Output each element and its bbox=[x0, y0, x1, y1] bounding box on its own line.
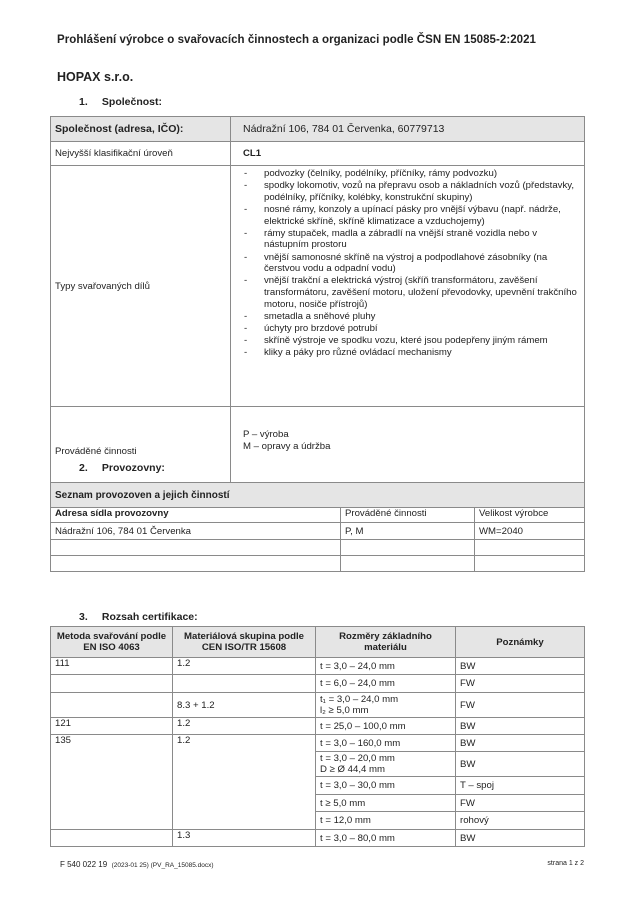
section3-heading bbox=[79, 611, 198, 623]
note-cell: FW bbox=[456, 693, 585, 718]
page-number: strana 1 z 2 bbox=[547, 860, 584, 867]
note-cell: BW bbox=[456, 735, 585, 752]
premises-table bbox=[50, 482, 585, 572]
list-item: - vnější trakční a elektrická výstroj (skříň transformátoru, zavěšení transformátoru, zavěšení motoru, uložení převodovky, upevnění trakčního motoru, nosiče přístrojů) bbox=[241, 275, 580, 310]
list-item: - nosné rámy, konzoly a upínací pásky pro vnější výbavu (např. nádrže, elektrické skříně, skříně klimatizace a vzduchojemy) bbox=[241, 204, 580, 227]
method-cell bbox=[51, 795, 173, 812]
section3-number: 3. bbox=[79, 611, 88, 623]
method-cell bbox=[51, 812, 173, 830]
dims-cell: t = 3,0 – 160,0 mm bbox=[316, 735, 456, 752]
part-types-label: Typy svařovaných dílů bbox=[51, 166, 231, 407]
note-cell: BW bbox=[456, 830, 585, 847]
method-cell bbox=[51, 693, 173, 718]
part-types-cell bbox=[231, 166, 585, 407]
section2-heading bbox=[79, 462, 165, 474]
list-item: - skříně výstroje ve spodku vozu, které jsou podepřeny jiným rámem bbox=[241, 335, 580, 347]
dims-cell: t = 3,0 – 30,0 mm bbox=[316, 777, 456, 795]
table-row bbox=[51, 752, 585, 777]
table-row bbox=[51, 523, 585, 540]
document-title: Prohlášení výrobce o svařovacích činnostech a organizaci podle ČSN EN 15085-2:2021 bbox=[57, 34, 536, 46]
group-cell: 1.2 bbox=[173, 658, 316, 675]
column-header-material-group: Materiálová skupina podle CEN ISO/TR 15608 bbox=[173, 627, 316, 658]
table-row-empty bbox=[51, 556, 585, 572]
column-header-activities: Prováděné činnosti bbox=[341, 508, 475, 523]
column-header-notes: Poznámky bbox=[456, 627, 585, 658]
note-cell: FW bbox=[456, 675, 585, 693]
dims-cell: t = 3,0 – 80,0 mm bbox=[316, 830, 456, 847]
table-row-empty bbox=[51, 540, 585, 556]
section2-title: Provozovny: bbox=[101, 462, 165, 474]
classification-value: CL1 bbox=[231, 142, 585, 166]
method-cell: 135 bbox=[51, 735, 173, 752]
note-cell: rohový bbox=[456, 812, 585, 830]
dims-cell bbox=[316, 752, 456, 777]
section1-number: 1. bbox=[79, 96, 88, 108]
section1-heading bbox=[79, 96, 162, 108]
method-cell: 121 bbox=[51, 718, 173, 735]
dims-line: D ≥ Ø 44,4 mm bbox=[320, 764, 385, 775]
note-cell: FW bbox=[456, 795, 585, 812]
dims-cell: t = 25,0 – 100,0 mm bbox=[316, 718, 456, 735]
dims-cell: t = 3,0 – 24,0 mm bbox=[316, 658, 456, 675]
group-cell bbox=[173, 777, 316, 795]
table-row bbox=[51, 735, 585, 752]
method-cell bbox=[51, 675, 173, 693]
company-header-value: Nádražní 106, 784 01 Červenka, 60779713 bbox=[231, 117, 585, 142]
section1-title: Společnost: bbox=[101, 96, 163, 108]
note-cell: T – spoj bbox=[456, 777, 585, 795]
section2-number: 2. bbox=[79, 462, 88, 474]
method-cell: 111 bbox=[51, 658, 173, 675]
certification-header-row bbox=[51, 627, 585, 658]
dims-line: l₂ ≥ 5,0 mm bbox=[320, 705, 369, 716]
note-cell: BW bbox=[456, 658, 585, 675]
group-cell: 1.2 bbox=[173, 718, 316, 735]
dims-cell bbox=[316, 693, 456, 718]
table-row bbox=[51, 795, 585, 812]
group-cell: 1.2 bbox=[173, 735, 316, 752]
group-cell bbox=[173, 812, 316, 830]
classification-label: Nejvyšší klasifikační úroveň bbox=[51, 142, 231, 166]
list-item: - kliky a páky pro různé ovládací mechanismy bbox=[241, 347, 580, 359]
premises-header-row bbox=[51, 483, 585, 508]
table-row bbox=[51, 718, 585, 735]
table-row bbox=[51, 693, 585, 718]
dims-cell: t = 12,0 mm bbox=[316, 812, 456, 830]
premises-activities: P, M bbox=[341, 523, 475, 540]
activity-item: P – výroba bbox=[243, 429, 289, 440]
dims-line: t₁ = 3,0 – 24,0 mm bbox=[320, 694, 399, 705]
list-item: - podvozky (čelníky, podélníky, příčníky, rámy podvozku) bbox=[241, 168, 580, 180]
list-item: - spodky lokomotiv, vozů na přepravu osob a nákladních vozů (představky, podélníky, příčníky, kolébky, konstrukční skupiny) bbox=[241, 180, 580, 203]
table-row bbox=[51, 675, 585, 693]
list-item: - vnější samonosné skříně na výstroj a podpodlahové zásobníky (na čerstvou vodu a odpadní vodu) bbox=[241, 252, 580, 275]
list-item: - úchyty pro brzdové potrubí bbox=[241, 323, 580, 335]
dims-cell: t = 6,0 – 24,0 mm bbox=[316, 675, 456, 693]
activity-item: M – opravy a údržba bbox=[243, 441, 331, 452]
activities-label: Prováděné činnosti bbox=[51, 407, 231, 497]
premises-header: Seznam provozoven a jejich činností bbox=[51, 483, 585, 508]
list-item: - smetadla a sněhové pluhy bbox=[241, 311, 580, 323]
method-cell bbox=[51, 777, 173, 795]
dims-line: t = 3,0 – 20,0 mm bbox=[320, 753, 395, 764]
company-name: HOPAX s.r.o. bbox=[57, 70, 134, 84]
group-cell: 8.3 + 1.2 bbox=[173, 693, 316, 718]
table-row bbox=[51, 777, 585, 795]
part-types-list bbox=[241, 168, 580, 359]
dims-cell: t ≥ 5,0 mm bbox=[316, 795, 456, 812]
premises-size: WM=2040 bbox=[475, 523, 585, 540]
section3-title: Rozsah certifikace: bbox=[101, 611, 198, 623]
note-cell: BW bbox=[456, 752, 585, 777]
column-header-method: Metoda svařování podle EN ISO 4063 bbox=[51, 627, 173, 658]
table-row bbox=[51, 658, 585, 675]
column-header-address: Adresa sídla provozovny bbox=[51, 508, 341, 523]
premises-columns-row bbox=[51, 508, 585, 523]
group-cell bbox=[173, 752, 316, 777]
part-types-row bbox=[51, 166, 585, 407]
column-header-dimensions: Rozměry základního materiálu bbox=[316, 627, 456, 658]
footer-form-code: F 540 022 19 bbox=[60, 860, 108, 869]
note-cell: BW bbox=[456, 718, 585, 735]
group-cell bbox=[173, 795, 316, 812]
premises-address: Nádražní 106, 784 01 Červenka bbox=[51, 523, 341, 540]
classification-row bbox=[51, 142, 585, 166]
company-header-row bbox=[51, 117, 585, 142]
certification-table bbox=[50, 626, 585, 847]
company-header-label: Společnost (adresa, IČO): bbox=[51, 117, 231, 142]
method-cell bbox=[51, 830, 173, 847]
list-item: - rámy stupaček, madla a zábradlí na vnější straně vozidla nebo v nástupním prostoru bbox=[241, 228, 580, 251]
table-row bbox=[51, 830, 585, 847]
company-table bbox=[50, 116, 585, 497]
table-row bbox=[51, 812, 585, 830]
method-cell bbox=[51, 752, 173, 777]
group-cell bbox=[173, 675, 316, 693]
footer-meta: (2023-01 25) (PV_RA_15085.docx) bbox=[111, 862, 214, 869]
footer-code bbox=[60, 860, 214, 869]
group-cell: 1.3 bbox=[173, 830, 316, 847]
column-header-size: Velikost výrobce bbox=[475, 508, 585, 523]
